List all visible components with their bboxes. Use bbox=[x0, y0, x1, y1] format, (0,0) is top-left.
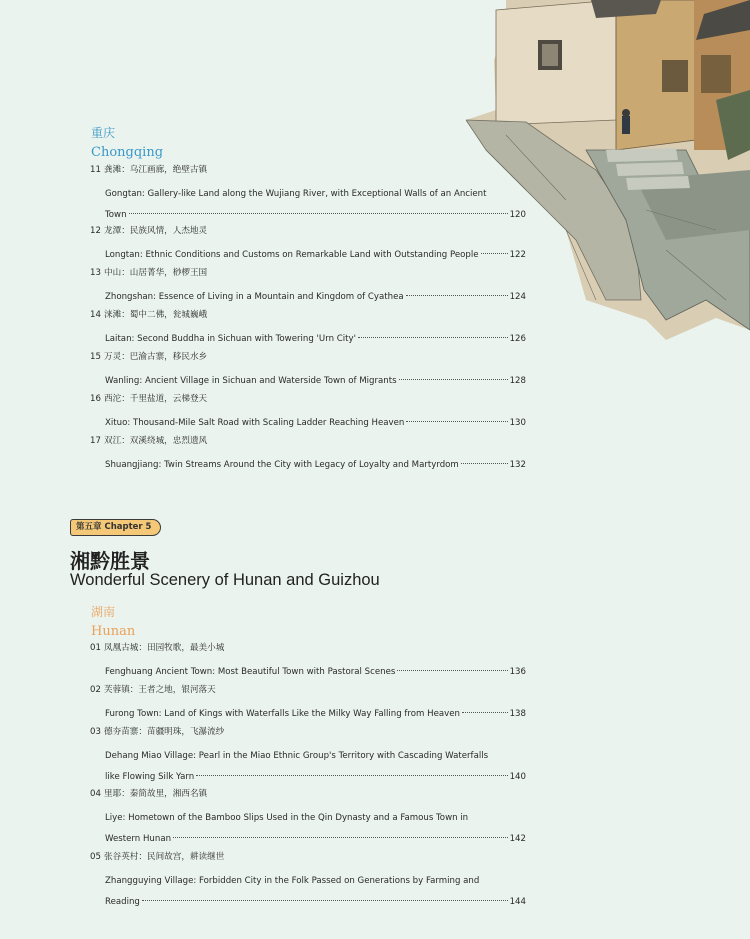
dot-leader bbox=[481, 253, 508, 254]
entry-title-cn: 凤凰古城：田园牧歌，最美小城 bbox=[104, 643, 225, 653]
entry-number: 15 bbox=[90, 352, 101, 362]
toc-entry[interactable] bbox=[90, 351, 526, 392]
entry-title-cn: 张谷英村：民间故宫，耕读继世 bbox=[104, 852, 225, 862]
entry-page-number: 142 bbox=[509, 834, 526, 844]
entry-page-number: 128 bbox=[509, 376, 526, 386]
entry-title-en: Longtan: Ethnic Conditions and Customs on Remarkable Land with Outstanding People bbox=[105, 250, 479, 260]
entry-title-cn: 芙蓉镇：王者之地，银河落天 bbox=[104, 685, 216, 695]
toc-entry[interactable] bbox=[90, 851, 526, 913]
entry-number: 03 bbox=[90, 727, 101, 737]
chapter-badge: 第五章 Chapter 5 bbox=[70, 519, 161, 536]
dot-leader bbox=[399, 379, 508, 380]
entry-page-number: 126 bbox=[509, 334, 526, 344]
toc-entry[interactable] bbox=[90, 267, 526, 308]
dot-leader bbox=[461, 463, 508, 464]
entry-number: 12 bbox=[90, 226, 101, 236]
region-title-chongqing-en: Chongqing bbox=[91, 145, 164, 160]
dot-leader bbox=[142, 900, 508, 901]
toc-entry[interactable] bbox=[90, 393, 526, 434]
entry-title-cn: 双江：双溪绕城，忠烈遗风 bbox=[104, 436, 208, 446]
chapter-title-en: Wonderful Scenery of Hunan and Guizhou bbox=[70, 571, 380, 589]
entry-page-number: 140 bbox=[509, 772, 526, 782]
entry-number: 05 bbox=[90, 852, 101, 862]
entry-title-cn: 龚滩：乌江画廊，绝壁古镇 bbox=[104, 165, 208, 175]
toc-entry[interactable] bbox=[90, 225, 526, 266]
dot-leader bbox=[397, 670, 507, 671]
toc-entry[interactable] bbox=[90, 684, 526, 725]
entry-number: 04 bbox=[90, 789, 101, 799]
entry-title-cn: 龙潭：民族风情，人杰地灵 bbox=[104, 226, 208, 236]
entry-number: 02 bbox=[90, 685, 101, 695]
region-title-chongqing-cn: 重庆 bbox=[91, 126, 116, 140]
entry-page-number: 136 bbox=[509, 667, 526, 677]
entry-page-number: 122 bbox=[509, 250, 526, 260]
dot-leader bbox=[462, 712, 508, 713]
toc-entry[interactable] bbox=[90, 788, 526, 850]
entry-number: 14 bbox=[90, 310, 101, 320]
entry-page-number: 132 bbox=[509, 460, 526, 470]
entry-title-en: Zhongshan: Essence of Living in a Mountain and Kingdom of Cyathea bbox=[105, 292, 404, 302]
toc-entry[interactable] bbox=[90, 164, 526, 226]
dot-leader bbox=[196, 775, 507, 776]
dot-leader bbox=[406, 421, 507, 422]
entry-title-cn: 涞滩：蜀中二佛，瓮城巍峨 bbox=[104, 310, 208, 320]
entry-page-number: 138 bbox=[509, 709, 526, 719]
entry-number: 01 bbox=[90, 643, 101, 653]
entry-title-en: Liye: Hometown of the Bamboo Slips Used in the Qin Dynasty and a Famous Town in bbox=[105, 813, 469, 823]
entry-title-en: Reading bbox=[105, 897, 140, 907]
entry-title-en: Fenghuang Ancient Town: Most Beautiful Town with Pastoral Scenes bbox=[105, 667, 396, 677]
dot-leader bbox=[129, 213, 508, 214]
toc-entry[interactable] bbox=[90, 309, 526, 350]
entry-number: 11 bbox=[90, 165, 101, 175]
entry-title-en: Xituo: Thousand-Mile Salt Road with Scaling Ladder Reaching Heaven bbox=[105, 418, 405, 428]
entry-number: 16 bbox=[90, 394, 101, 404]
entry-title-en: Laitan: Second Buddha in Sichuan with Towering 'Urn City' bbox=[105, 334, 356, 344]
toc-entry[interactable] bbox=[90, 435, 526, 476]
toc-entry[interactable] bbox=[90, 642, 526, 683]
entry-title-en: Western Hunan bbox=[105, 834, 172, 844]
region-title-hunan-en: Hunan bbox=[91, 624, 136, 639]
entry-title-cn: 西沱：千里盐道，云梯登天 bbox=[104, 394, 208, 404]
chapter-title-cn: 湘黔胜景 bbox=[70, 549, 150, 573]
entry-title-en: like Flowing Silk Yarn bbox=[105, 772, 195, 782]
dot-leader bbox=[173, 837, 508, 838]
entry-title-cn: 万灵：巴渝古寨，移民水乡 bbox=[104, 352, 208, 362]
toc-entry[interactable] bbox=[90, 726, 526, 788]
entry-title-cn: 里耶：秦简故里，湘西名镇 bbox=[104, 789, 208, 799]
entry-title-cn: 德夯苗寨：苗疆明珠，飞瀑流纱 bbox=[104, 727, 225, 737]
dot-leader bbox=[358, 337, 508, 338]
entry-title-en: Wanling: Ancient Village in Sichuan and Waterside Town of Migrants bbox=[105, 376, 397, 386]
entry-page-number: 144 bbox=[509, 897, 526, 907]
entry-title-cn: 中山：山居菁华，桫椤王国 bbox=[104, 268, 208, 278]
region-title-hunan-cn: 湖南 bbox=[91, 605, 116, 619]
entry-page-number: 130 bbox=[509, 418, 526, 428]
entry-title-en: Zhangguying Village: Forbidden City in the Folk Passed on Generations by Farming and bbox=[105, 876, 480, 886]
dot-leader bbox=[406, 295, 508, 296]
entry-title-en: Town bbox=[105, 210, 127, 220]
entry-number: 13 bbox=[90, 268, 101, 278]
entry-page-number: 120 bbox=[509, 210, 526, 220]
entry-number: 17 bbox=[90, 436, 101, 446]
entry-title-en: Gongtan: Gallery-like Land along the Wujiang River, with Exceptional Walls of an Ancient bbox=[105, 189, 487, 199]
entry-title-en: Dehang Miao Village: Pearl in the Miao Ethnic Group's Territory with Cascading Waterfalls bbox=[105, 751, 489, 761]
entry-title-en: Furong Town: Land of Kings with Waterfalls Like the Milky Way Falling from Heaven bbox=[105, 709, 460, 719]
entry-page-number: 124 bbox=[509, 292, 526, 302]
entry-title-en: Shuangjiang: Twin Streams Around the City with Legacy of Loyalty and Martyrdom bbox=[105, 460, 459, 470]
